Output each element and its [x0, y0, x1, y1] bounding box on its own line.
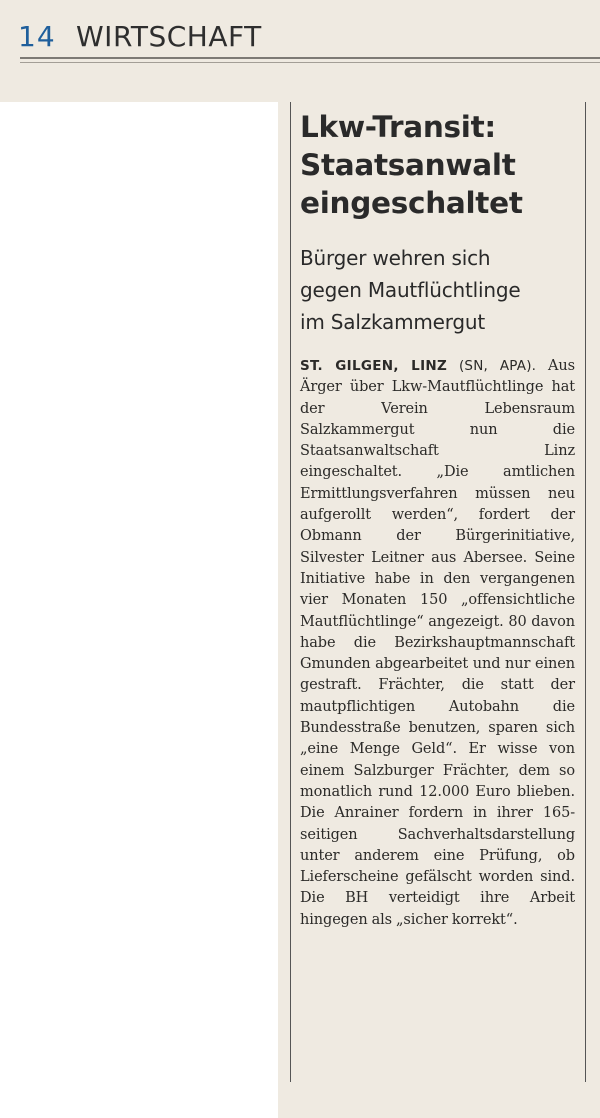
dateline: ST. GILGEN, LINZ: [300, 358, 448, 374]
section-title: WIRTSCHAFT: [76, 20, 262, 53]
headline-line: eingeschaltet: [300, 186, 523, 220]
subhead-line: Bürger wehren sich: [300, 246, 491, 270]
bleed-through-area: [300, 26, 600, 50]
page-header: [0, 0, 600, 62]
body-text: Aus Ärger über Lkw-Mautflüchtlinge hat der Verein Lebensraum Salzkammergut nun die Staatsanwaltschaft Linz eingeschaltet. „Die amtlichen Ermittlungsverfahren müssen neu aufgerollt werden“, fordert der Obmann der Bürgerinitiative, Silvester Leitner aus Abersee. Seine Initiative habe in den vergangenen vier Monaten 150 „offensichtliche Mautflüchtlinge“ angezeigt. 80 davon habe die Bezirkshauptmannschaft Gmunden abgearbeitet und nur einen gestraft. Frächter, die statt der mautpflichtigen Autobahn die Bundesstraße benutzen, sparen sich „eine Menge Geld“. Er wisse von einem Salzburger Frächter, dem so monatlich rund 12.000 Euro blieben. Die Anrainer fordern in ihrer 165-seitigen Sachverhaltsdarstellung unter anderem eine Prüfung, ob Lieferscheine gefälscht worden sind. Die BH verteidigt ihre Arbeit hingegen als „sicher korrekt“.: [300, 358, 575, 928]
subhead-line: gegen Mautflüchtlinge: [300, 278, 521, 302]
column-divider-right: [585, 102, 586, 1082]
subhead-line: im Salzkammergut: [300, 310, 486, 334]
article: [300, 108, 575, 931]
article-body: [300, 356, 575, 931]
blank-column: [0, 102, 278, 1118]
headline: [300, 108, 575, 222]
subheadline: [300, 242, 575, 338]
headline-line: Lkw-Transit:: [300, 110, 496, 144]
header-rule-thin: [20, 62, 600, 63]
column-divider-left: [290, 102, 291, 1082]
source-credit: (SN, APA).: [458, 358, 537, 374]
header-rule: [20, 57, 600, 59]
headline-line: Staatsanwalt: [300, 148, 516, 182]
page-number: 14: [18, 20, 56, 53]
